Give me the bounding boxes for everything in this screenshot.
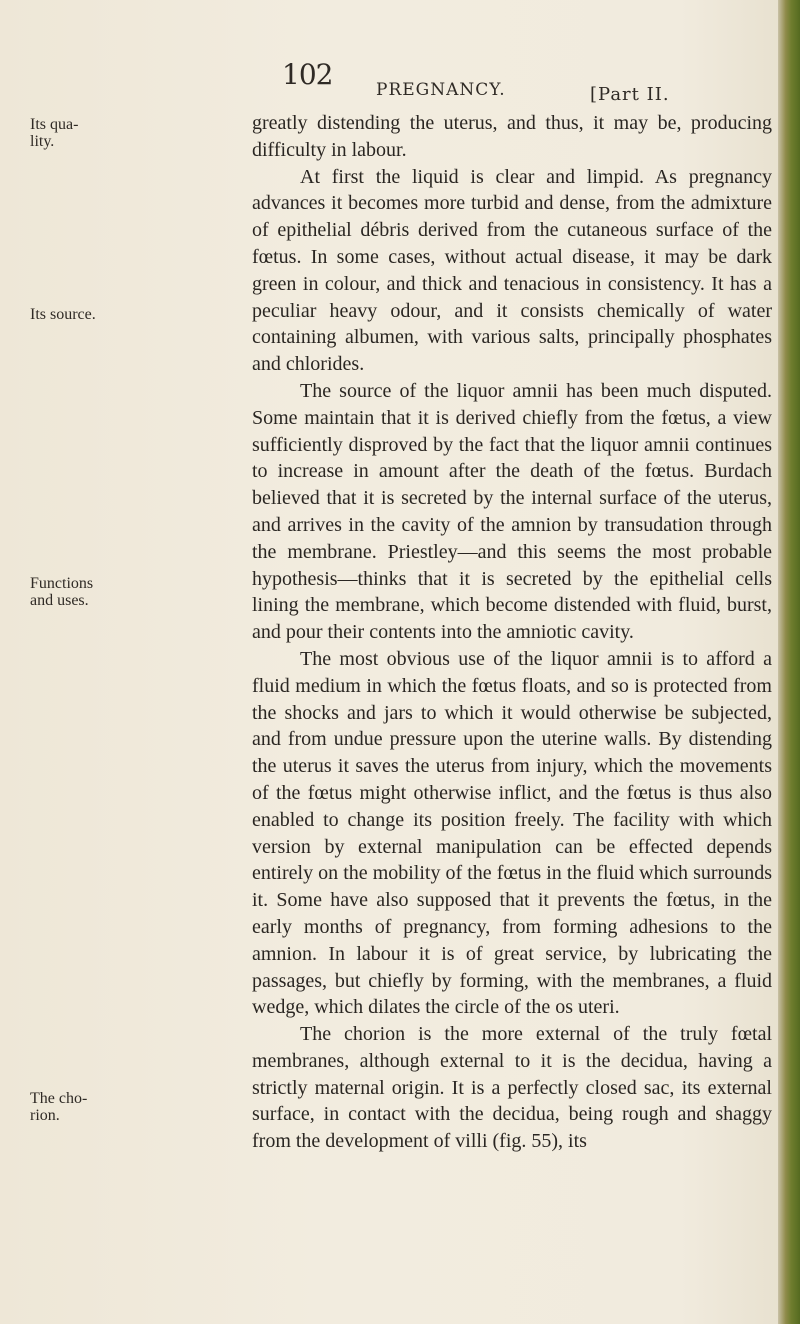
- margin-note-chorion: The cho- rion.: [30, 1090, 88, 1124]
- paragraph-chorion: The chorion is the more external of the truly fœtal membranes, although external to it is the decidua, having a strictly maternal origin. It is a perfectly closed sac, its external surface, in contact with the decidua, being rough and shaggy from the development of villi (fig. 55), its: [252, 1023, 772, 1153]
- page-number: 102: [282, 58, 333, 91]
- margin-note-functions: Functions and uses.: [30, 575, 94, 609]
- running-head: PREGNANCY.: [376, 80, 506, 100]
- paragraph-quality: At first the liquid is clear and limpid. As pregnancy advances it becomes more turbid and dense, from the admixture of epithelial débris derived from the cutaneous surface of the fœtus. In some cases, without actual disease, it may be dark green in colour, and thick and tenacious in consistency. It has a peculiar heavy odour, and it consists chemically of water containing albumen, with various salts, principally phosphates and chlorides.: [252, 165, 772, 376]
- page-header: [0, 58, 800, 108]
- paragraph-continuation: greatly distending the uterus, and thus, it may be, producing difficulty in labour.: [252, 112, 772, 161]
- paragraph-source: The source of the liquor amnii has been much disputed. Some maintain that it is derived chiefly from the fœtus, a view sufficiently disproved by the fact that the liquor amnii continues to increase in amount after the death of the fœtus. Burdach believed that it is secreted by the internal surface of the uterus, and arrives in the cavity of the amnion by transudation through the membrane. Priestley—and this seems the most probable hypothesis—thinks that it is secreted by the epithelial cells lining the membrane, which become distended with fluid, burst, and pour their contents into the amniotic cavity.: [252, 379, 772, 644]
- paragraph-functions: The most obvious use of the liquor amnii is to afford a fluid medium in which the fœtus floats, and so is protected from the shocks and jars to which it would otherwise be subjected, and from undue pressure upon the uterine walls. By distending the uterus it saves the uterus from injury, which the movements of the fœtus might otherwise inflict, and the fœtus is thus also enabled to change its position freely. The facility with which version by external manipulation can be effected depends entirely on the mobility of the fœtus in the fluid which surrounds it. Some have also supposed that it prevents the fœtus, in the early months of pregnancy, from forming adhesions to the amnion. In labour it is of great service, by lubricating the passages, but chiefly by forming, with the membranes, a fluid wedge, which dilates the circle of the os uteri.: [252, 647, 772, 1019]
- page-edge: [778, 0, 800, 1324]
- margin-note-quality: Its qua- lity.: [30, 116, 79, 150]
- margin-note-source: Its source.: [30, 306, 96, 323]
- body-text: [252, 110, 772, 1155]
- part-label: [Part II.: [590, 84, 670, 105]
